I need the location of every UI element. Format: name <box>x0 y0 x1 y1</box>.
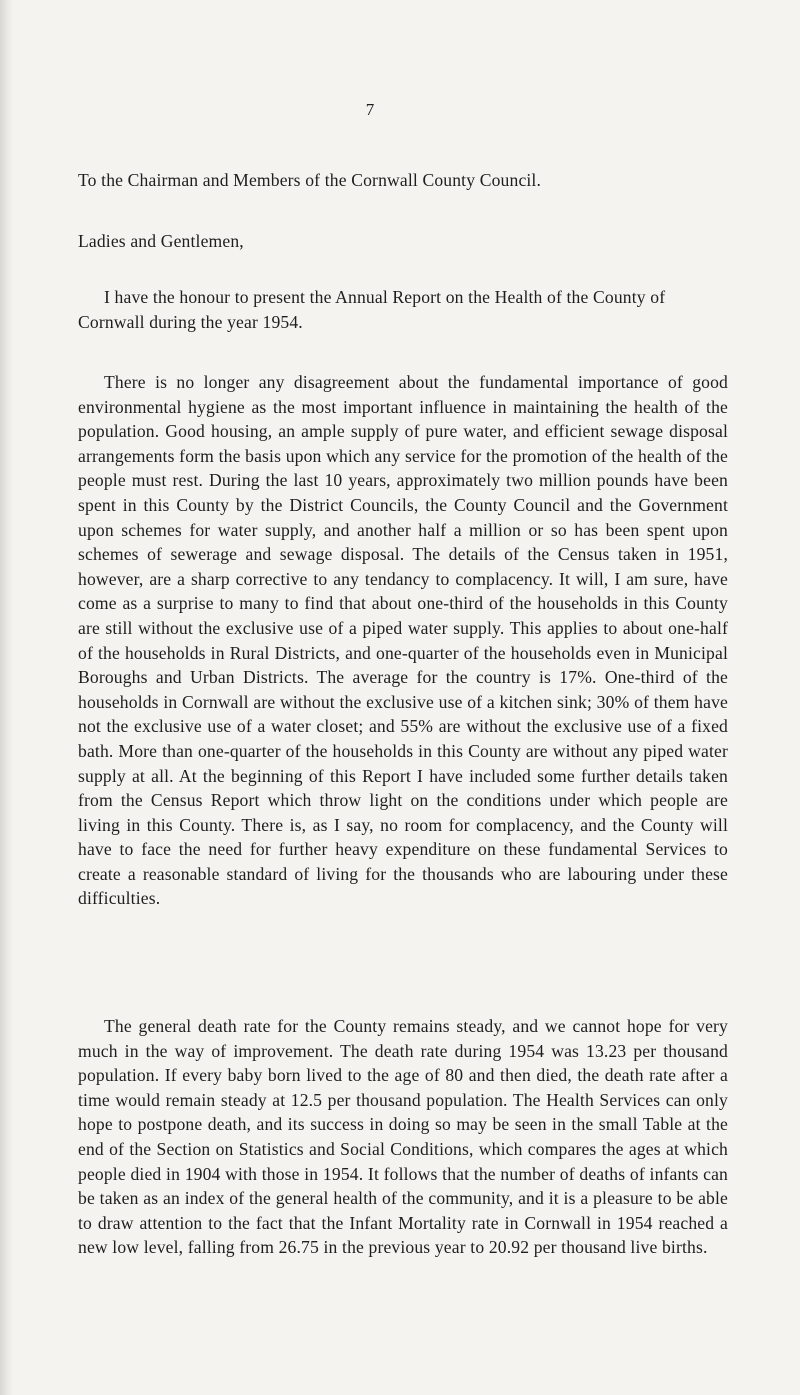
salutation-line: Ladies and Gentlemen, <box>78 231 244 251</box>
addressee-line: To the Chairman and Members of the Cornwall County Council. <box>78 170 542 190</box>
paragraph-death-rate: The general death rate for the County remains steady, and we cannot hope for very much in the way of improvement. The death rate during 1954 was 13.23 per thousand population. If every baby born lived to the age of 80 and then died, the death rate after a time would remain steady at 12.5 per thousand population. The Health Services can only hope to postpone death, and its success in doing so may be seen in the small Table at the end of the Section on Statistics and Social Conditions, which compares the ages at which people died in 1904 with those in 1954. It follows that the number of deaths of infants can be taken as an index of the general health of the community, and it is a pleasure to be able to draw attention to the fact that the Infant Mortality rate in Cornwall in 1954 reached a new low level, falling from 26.75 in the previous year to 20.92 per thousand live births. <box>78 1016 728 1258</box>
page-number: 7 <box>365 100 375 119</box>
paragraph-environmental-hygiene: There is no longer any disagreement about the fundamental importance of good environmental hygiene as the most important influence in maintaining the health of the population. Good housing, an ample supply of pure water, and efficient sewage disposal arrangements form the basis upon which any service for the promotion of the health of the people must rest. During the last 10 years, approximately two million pounds have been spent in this County by the District Councils, the County Council and the Government upon schemes for water supply, and another half a million or so has been spent upon schemes of sewerage and sewage disposal. The details of the Census taken in 1951, however, are a sharp corrective to any tendancy to complacency. It will, I am sure, have come as a surprise to many to find that about one-third of the households in this County are still without the exclusive use of a piped water supply. This applies to about one-half of the households in Rural Districts, and one-quarter of the households even in Municipal Boroughs and Urban Districts. The average for the country is 17%. One-third of the households in Cornwall are without the exclusive use of a kitchen sink; 30% of them have not the exclusive use of a water closet; and 55% are without the exclusive use of a fixed bath. More than one-quarter of the households in this County are without any piped water supply at all. At the beginning of this Report I have included some further details taken from the Census Report which throw light on the conditions under which people are living in this County. There is, as I say, no room for complacency, and the County will have to face the need for further heavy expenditure on these fundamental Services to create a reasonable standard of living for the thousands who are labouring under these difficulties. <box>78 372 728 909</box>
paragraph-intro: I have the honour to present the Annual Report on the Health of the County of Cornwall during the year 1954. <box>78 287 666 332</box>
page-edge-shadow <box>0 0 14 1395</box>
